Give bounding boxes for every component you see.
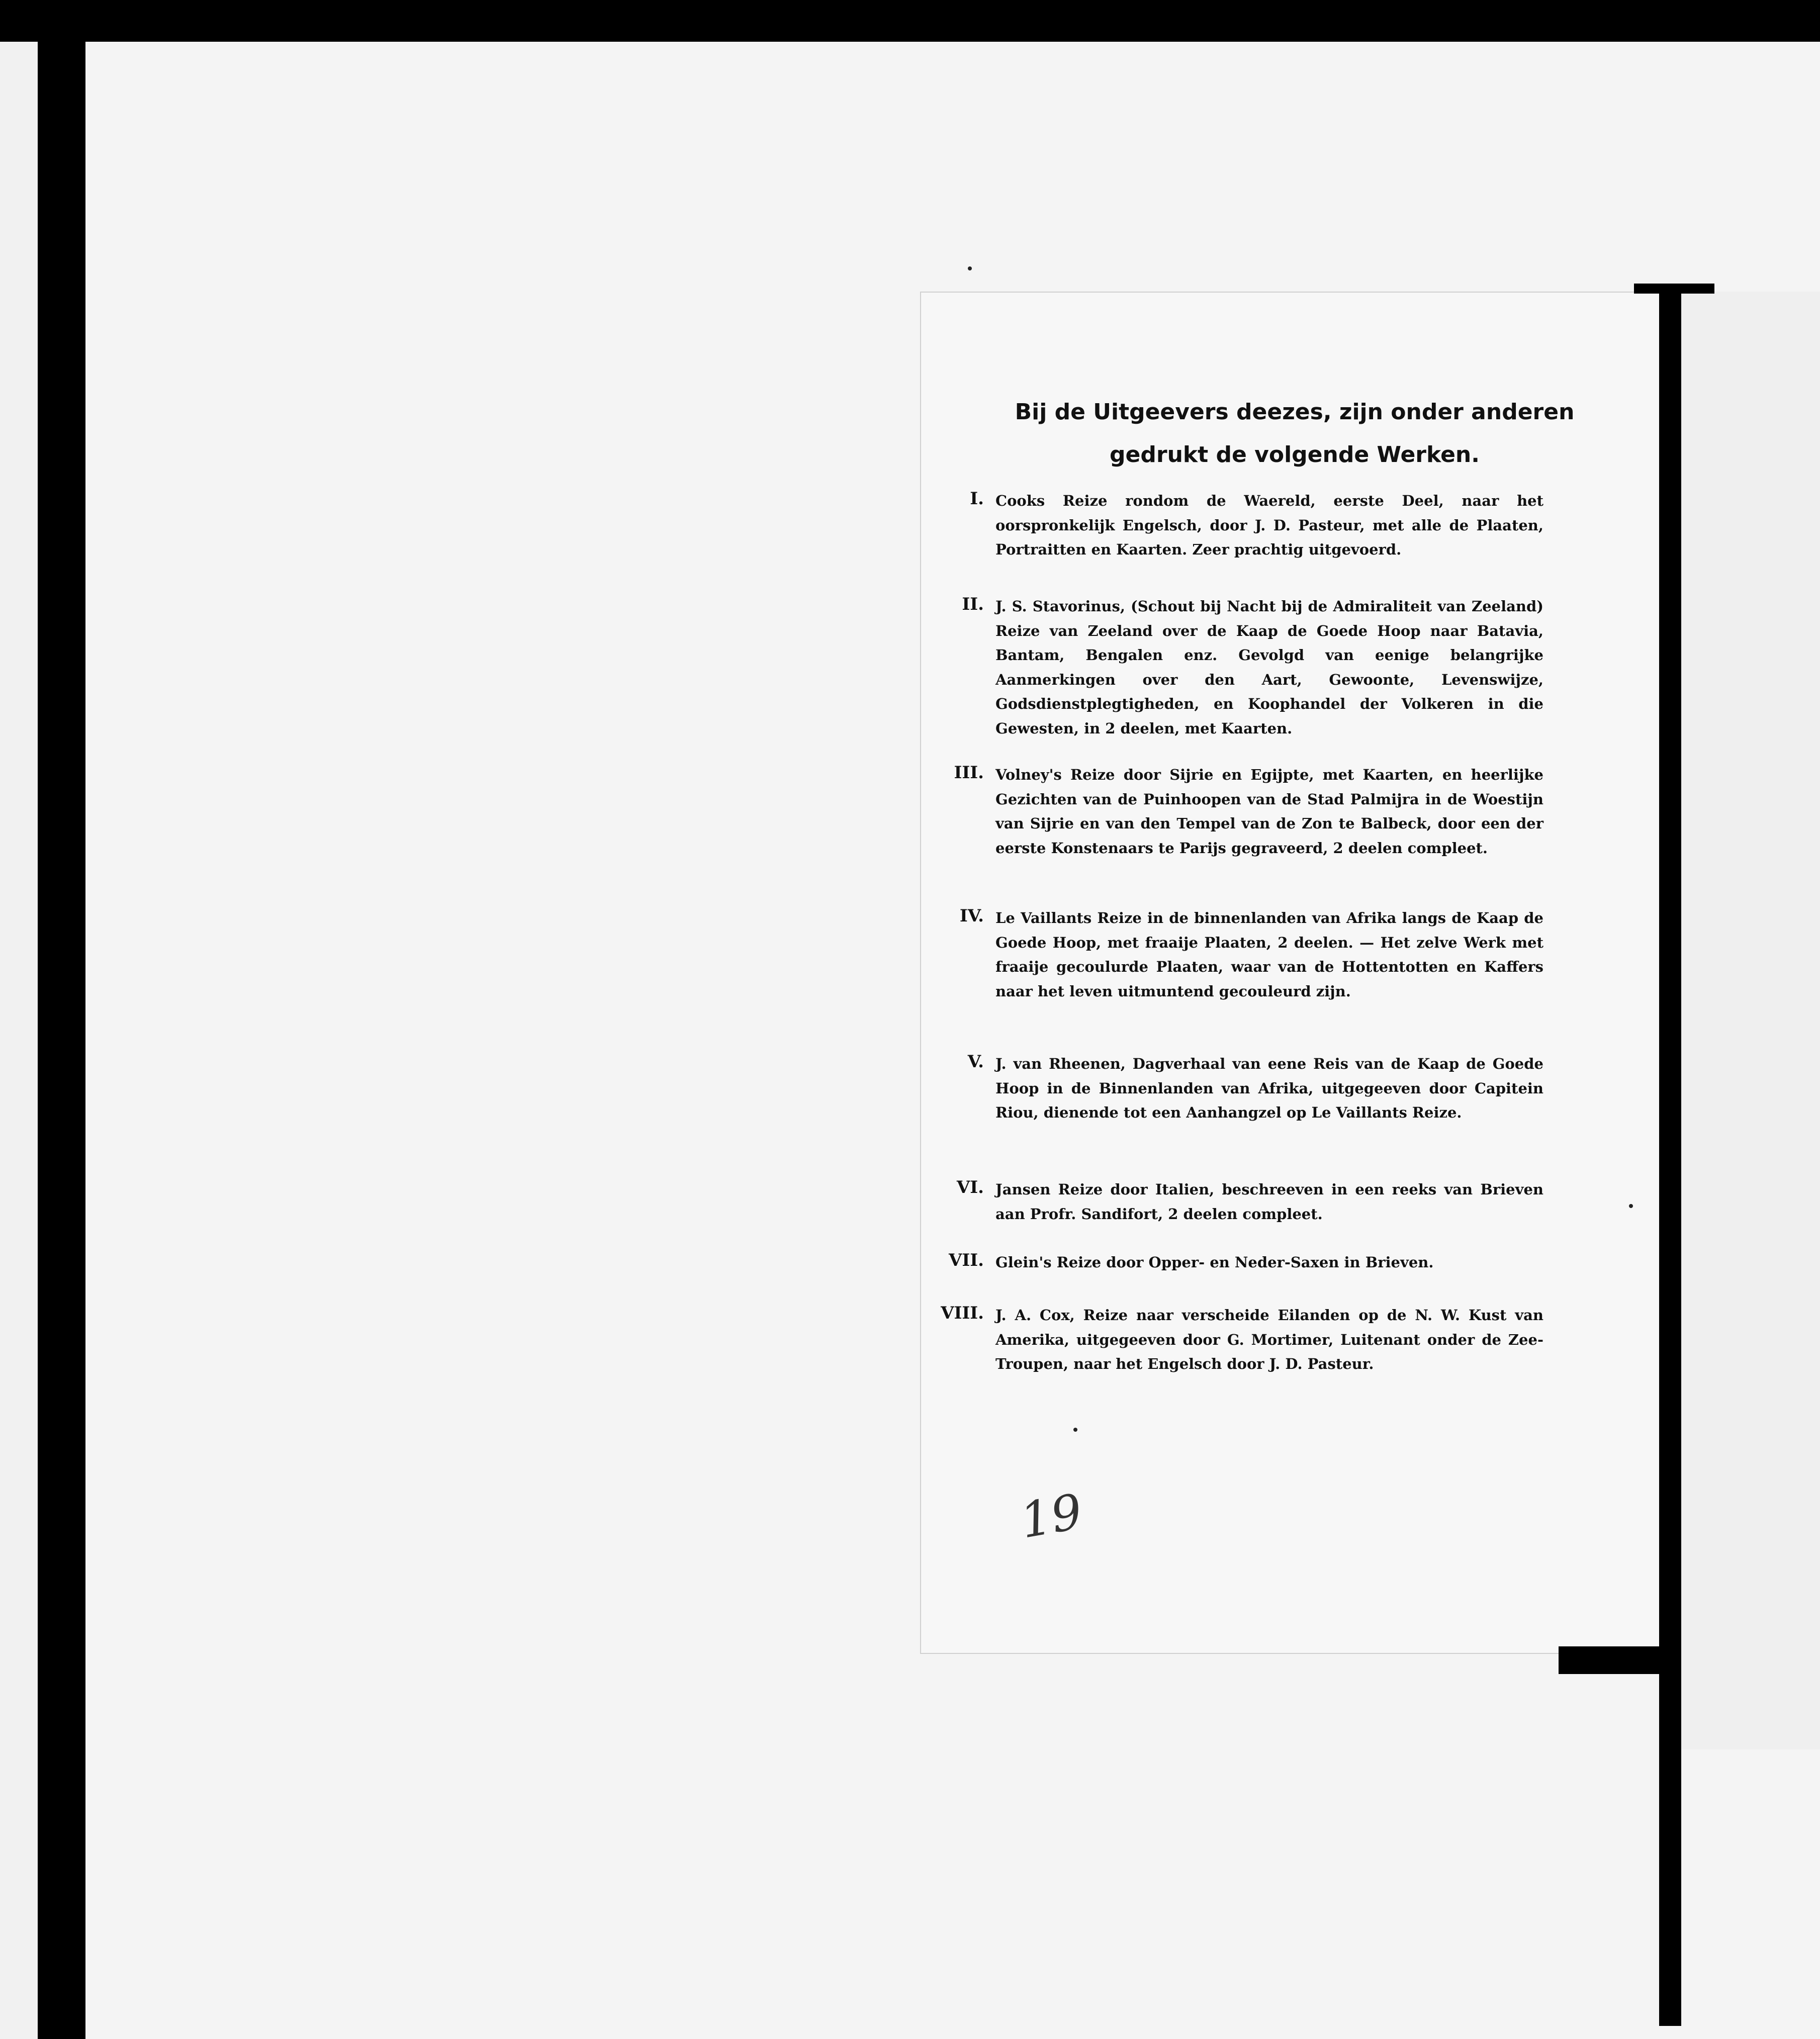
entry-text: J. S. Stavorinus, (Schout bij Nacht bij de Admiraliteit van Zeeland) Reize van Zeeland over de Kaap de Goede Hoop naar Batavia, Bantam, Bengalen enz. Gevolgd van eenige belangrijke Aanmerkingen over den Aart, Gewoonte, Levenswijze, Godsdienstplegtigheden, en Koophandel der Volkeren in die Gewesten, in 2 deelen, met Kaarten. [995,598,1543,737]
dust-speck [968,266,972,270]
entry-text: Le Vaillants Reize in de binnenlanden van Afrika langs de Kaap de Goede Hoop, met fraaije Plaaten, 2 deelen. — Het zelve Werk met fraaije gecoulurde Plaaten, waar van de Hottentotten en Kaffers naar het leven uitmuntend gecouleurd zijn. [995,909,1543,1000]
entry-text: J. van Rheenen, Dagverhaal van eene Reis van de Kaap de Goede Hoop in de Binnenlanden van Afrika, uitgegeeven door Capitein Riou, dienende tot een Aanhangzel op Le Vaillants Reize. [995,1055,1543,1121]
dust-speck [1629,1204,1633,1208]
entry-number: I. [970,489,984,509]
next-page-edge [1681,292,1820,1749]
entry-number: II. [962,594,984,614]
entry-text: Glein's Reize door Opper- en Neder-Saxen in Brieven. [995,1254,1434,1271]
entry-text: Cooks Reize rondom de Waereld, eerste Deel, naar het oorspronkelijk Engelsch, door J. D. Pasteur, met alle de Plaaten, Portraitten en Kaarten. Zeer prachtig uitgevoerd. [995,492,1543,558]
entry-number: III. [954,763,984,783]
page-heading [921,391,1668,476]
entry-text: Jansen Reize door Italien, beschreeven in een reeks van Brieven aan Profr. Sandifort, 2 deelen compleet. [995,1181,1543,1223]
page-clip-bottom [1559,1646,1679,1674]
entry-number: VIII. [941,1303,984,1323]
entry-number: V. [967,1052,984,1072]
entry-number: VI. [956,1177,984,1197]
previous-page-edge [0,42,38,2039]
entry-number: IV. [959,906,984,926]
dust-speck [1073,1428,1077,1432]
heading-line-1: Bij de Uitgeevers deezes, zijn onder anderen [1015,399,1575,425]
entry-number: VII. [948,1250,984,1270]
entry-text: Volney's Reize door Sijrie en Egijpte, met Kaarten, en heerlijke Gezichten van de Puinhoopen van de Stad Palmijra in de Woestijn van Sijrie en van den Tempel van de Zon te Balbeck, door een der eerste Konstenaars te Parijs gegraveerd, 2 deelen compleet. [995,766,1543,857]
handwritten-page-number: 19 [1016,1483,1086,1549]
entry-text: J. A. Cox, Reize naar verscheide Eilanden op de N. W. Kust van Amerika, uitgegeeven door G. Mortimer, Luitenant onder de Zee-Troupen, naar het Engelsch door J. D. Pasteur. [995,1307,1543,1372]
heading-line-2: gedrukt de volgende Werken. [1110,442,1480,468]
page-clip-spine [1659,287,1681,2026]
book-page [920,292,1669,1654]
